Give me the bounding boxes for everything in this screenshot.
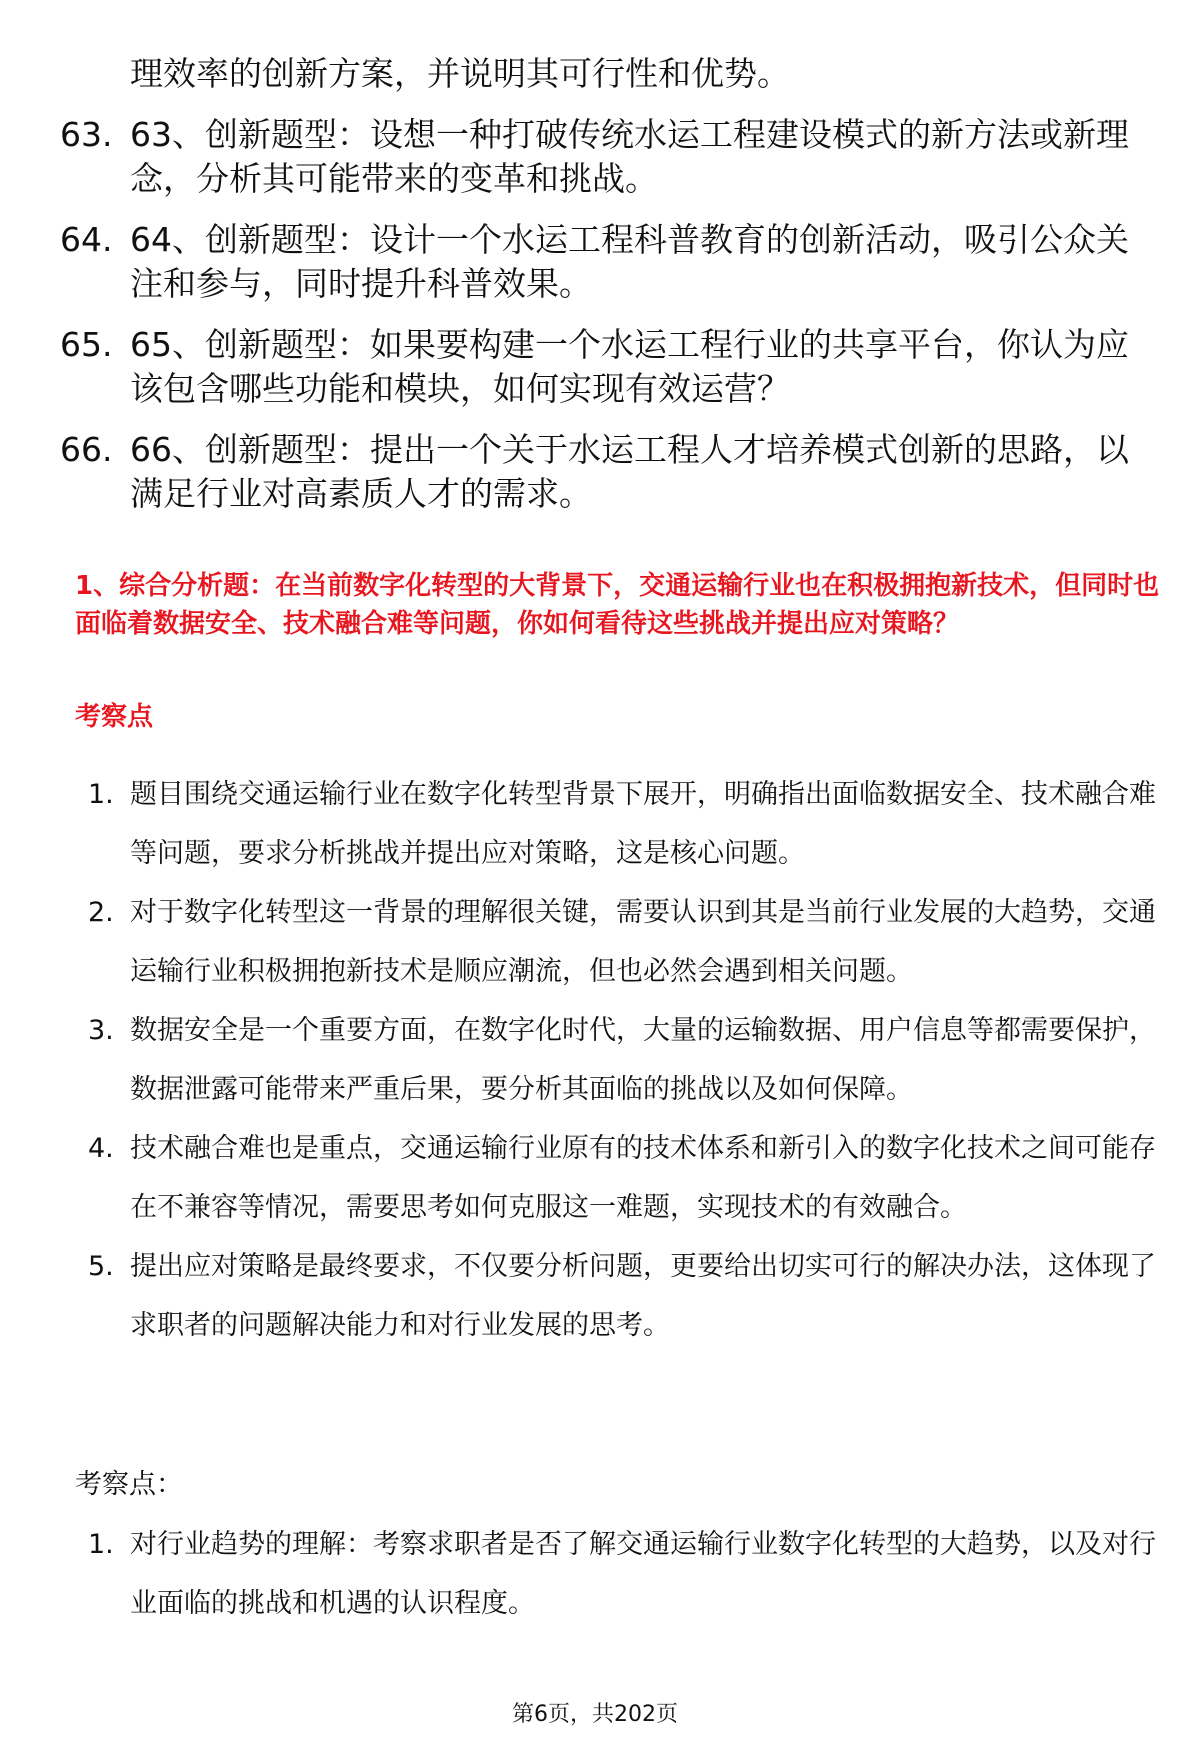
item-text: 技术融合难也是重点，交通运输行业原有的技术体系和新引入的数字化技术之间可能存在不兼容等情况，需要思考如何克服这一难题，实现技术的有效融合。 bbox=[130, 1133, 1156, 1223]
item-number: 64. bbox=[60, 220, 113, 259]
item-number: 4. bbox=[88, 1133, 114, 1164]
item-text: 提出应对策略是最终要求，不仅要分析问题，更要给出切实可行的解决办法，这体现了求职者的问题解决能力和对行业发展的思考。 bbox=[130, 1251, 1156, 1341]
list-item bbox=[88, 883, 1163, 1001]
item-text: 63、创新题型：设想一种打破传统水运工程建设模式的新方法或新理念，分析其可能带来的变革和挑战。 bbox=[130, 115, 1129, 198]
section-heading: 考察点： bbox=[75, 1469, 183, 1500]
question-heading: 1、综合分析题：在当前数字化转型的大背景下，交通运输行业也在积极拥抱新技术，但同时也面临着数据安全、技术融合难等问题，你如何看待这些挑战并提出应对策略？ bbox=[75, 571, 1160, 639]
item-number: 3. bbox=[88, 1015, 114, 1046]
item-text: 数据安全是一个重要方面，在数字化时代，大量的运输数据、用户信息等都需要保护，数据泄露可能带来严重后果，要分析其面临的挑战以及如何保障。 bbox=[130, 1015, 1156, 1105]
list-continuation: 理效率的创新方案，并说明其可行性和优势。 bbox=[130, 54, 790, 93]
item-text: 对于数字化转型这一背景的理解很关键，需要认识到其是当前行业发展的大趋势，交通运输行业积极拥抱新技术是顺应潮流，但也必然会遇到相关问题。 bbox=[130, 897, 1156, 987]
item-text: 64、创新题型：设计一个水运工程科普教育的创新活动，吸引公众关注和参与，同时提升科普效果。 bbox=[130, 220, 1129, 303]
analysis-list bbox=[88, 765, 1163, 1355]
list-item bbox=[60, 428, 1150, 516]
item-text: 题目围绕交通运输行业在数字化转型背景下展开，明确指出面临数据安全、技术融合难等问题，要求分析挑战并提出应对策略，这是核心问题。 bbox=[130, 779, 1156, 869]
list-item bbox=[88, 1119, 1163, 1237]
item-number: 66. bbox=[60, 430, 113, 469]
list-item bbox=[60, 323, 1150, 411]
item-text: 66、创新题型：提出一个关于水运工程人才培养模式创新的思路，以满足行业对高素质人才的需求。 bbox=[130, 430, 1129, 513]
item-number: 65. bbox=[60, 325, 113, 364]
item-text: 对行业趋势的理解：考察求职者是否了解交通运输行业数字化转型的大趋势，以及对行业面临的挑战和机遇的认识程度。 bbox=[130, 1529, 1156, 1619]
item-number: 63. bbox=[60, 115, 113, 154]
points-list bbox=[88, 1515, 1163, 1633]
item-number: 5. bbox=[88, 1251, 114, 1282]
page-footer: 第6页，共202页 bbox=[512, 1702, 678, 1727]
list-item bbox=[88, 1515, 1163, 1633]
list-item bbox=[88, 1237, 1163, 1355]
section-heading: 考察点 bbox=[75, 702, 154, 732]
item-number: 2. bbox=[88, 897, 114, 928]
item-number: 1. bbox=[88, 779, 114, 810]
top-question-list bbox=[60, 52, 1150, 533]
item-text: 65、创新题型：如果要构建一个水运工程行业的共享平台，你认为应该包含哪些功能和模块，如何实现有效运营？ bbox=[130, 325, 1129, 408]
list-item bbox=[88, 765, 1163, 883]
list-item bbox=[60, 218, 1150, 306]
list-item bbox=[88, 1001, 1163, 1119]
list-item bbox=[60, 113, 1150, 201]
item-number: 1. bbox=[88, 1529, 114, 1560]
